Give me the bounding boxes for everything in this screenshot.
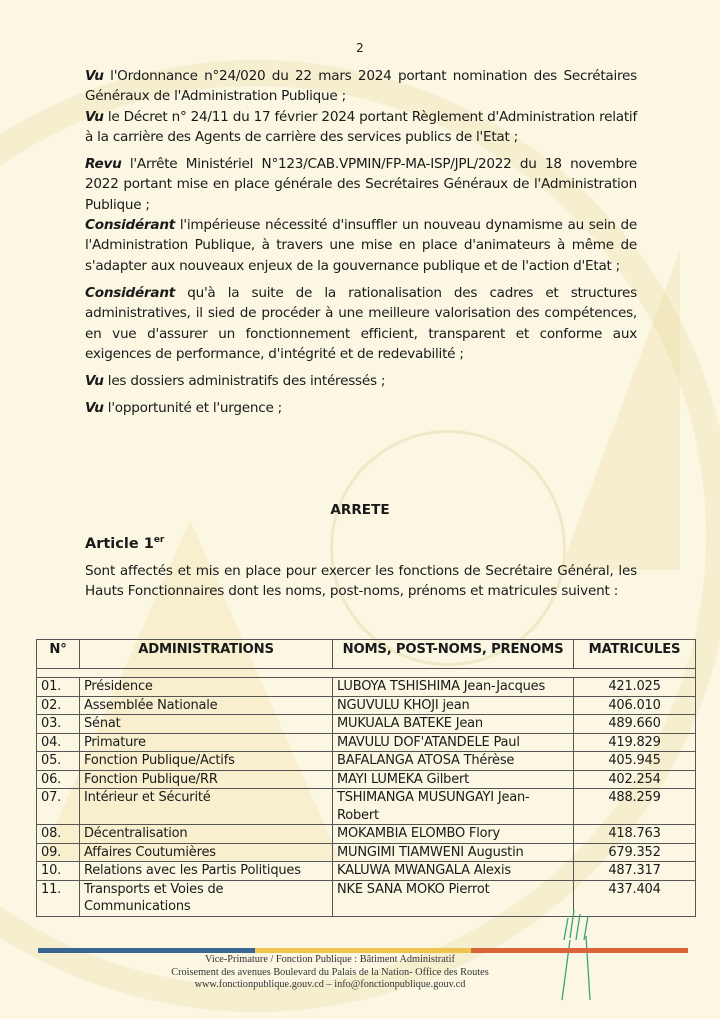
stripe-yellow [255, 948, 472, 953]
cell-name: MAYI LUMEKA Gilbert [333, 770, 574, 789]
cell-administration: Primature [80, 733, 333, 752]
stripe-red [471, 948, 688, 953]
header-noms: NOMS, POST-NOMS, PRENOMS [333, 640, 574, 669]
cell-administration: Fonction Publique/Actifs [80, 752, 333, 771]
preamble-clause: Revu l'Arrête Ministériel N°123/CAB.VPMIN/FP-MA-ISP/JPL/2022 du 18 novembre 2022 portant mise en place générale des Secrétaires Généraux de l'Administration Publique ; [85, 156, 637, 213]
cell-name: BAFALANGA ATOSA Thérèse [333, 752, 574, 771]
cell-name: LUBOYA TSHISHIMA Jean-Jacques [333, 678, 574, 697]
cell-name: MAVULU DOF'ATANDELE Paul [333, 733, 574, 752]
cell-no: 05. [37, 752, 80, 771]
cell-administration: Transports et Voies de Communications [80, 880, 333, 916]
preamble [85, 66, 637, 419]
preamble-clause: Considérant l'impérieuse nécessité d'insuffler un nouveau dynamisme au sein de l'Administration Publique, à travers une mise en place d'animateurs à même de s'adapter aux nouveaux enjeux de la gouvernance publique et de l'action d'Etat ; [85, 217, 637, 274]
cell-administration: Intérieur et Sécurité [80, 789, 333, 825]
cell-administration: Sénat [80, 715, 333, 734]
cell-name: NKE SANA MOKO Pierrot [333, 880, 574, 916]
cell-matricule: 419.829 [574, 733, 696, 752]
cell-no: 10. [37, 862, 80, 881]
header-no: N° [37, 640, 80, 669]
table-row [37, 789, 696, 825]
footer-address: Vice-Primature / Fonction Publique : Bâtiment Administratif Croisement des avenues Boulevard du Palais de la Nation- Office des Routes www.fonctionpublique.gouv.cd – info@fonctionpublique.gouv.cd [120, 954, 540, 992]
arrete-heading: ARRETE [330, 502, 390, 518]
cell-matricule: 421.025 [574, 678, 696, 697]
table-row [37, 843, 696, 862]
cell-matricule: 679.352 [574, 843, 696, 862]
cell-administration: Assemblée Nationale [80, 696, 333, 715]
page-number: 2 [356, 41, 364, 55]
cell-matricule: 487.317 [574, 862, 696, 881]
cell-matricule: 405.945 [574, 752, 696, 771]
cell-administration: Présidence [80, 678, 333, 697]
cell-no: 03. [37, 715, 80, 734]
cell-no: 11. [37, 880, 80, 916]
table-row [37, 733, 696, 752]
article-intro: Sont affectés et mis en place pour exercer les fonctions de Secrétaire Général, les Hauts Fonctionnaires dont les noms, post-noms, prénoms et matricules suivent : [85, 563, 637, 600]
table-row [37, 862, 696, 881]
table-row [37, 715, 696, 734]
header-matricules: MATRICULES [574, 640, 696, 669]
table-row [37, 678, 696, 697]
cell-administration: Décentralisation [80, 825, 333, 844]
cell-no: 07. [37, 789, 80, 825]
secretaries-table [36, 639, 696, 917]
cell-matricule: 489.660 [574, 715, 696, 734]
cell-name: TSHIMANGA MUSUNGAYI Jean-Robert [333, 789, 574, 825]
cell-no: 01. [37, 678, 80, 697]
header-administrations: ADMINISTRATIONS [80, 640, 333, 669]
stripe-blue [38, 948, 255, 953]
cell-matricule: 402.254 [574, 770, 696, 789]
cell-name: NGUVULU KHOJI jean [333, 696, 574, 715]
table-row [37, 752, 696, 771]
preamble-clause: Vu le Décret n° 24/11 du 17 février 2024 portant Règlement d'Administration relatif à la carrière des Agents de carrière des services publics de l'Etat ; [85, 108, 637, 145]
cell-administration: Affaires Coutumières [80, 843, 333, 862]
cell-no: 06. [37, 770, 80, 789]
cell-no: 08. [37, 825, 80, 844]
cell-no: 09. [37, 843, 80, 862]
preamble-clause: Vu les dossiers administratifs des intéressés ; [85, 373, 386, 390]
cell-administration: Relations avec les Partis Politiques [80, 862, 333, 881]
footer-contact: www.fonctionpublique.gouv.cd – info@fonctionpublique.gouv.cd [194, 979, 466, 991]
cell-matricule: 418.763 [574, 825, 696, 844]
cell-name: MUNGIMI TIAMWENI Augustin [333, 843, 574, 862]
preamble-clause: Vu l'Ordonnance n°24/020 du 22 mars 2024 portant nomination des Secrétaires Généraux de l'Administration Publique ; [85, 68, 637, 105]
cell-name: KALUWA MWANGALA Alexis [333, 862, 574, 881]
cell-matricule: 406.010 [574, 696, 696, 715]
table-spacer-row [37, 669, 696, 678]
table-header-row [37, 640, 696, 669]
preamble-clause: Considérant qu'à la suite de la rationalisation des cadres et structures administratives, il sied de procéder à une meilleure valorisation des compétences, en vue d'assurer un fonctionnement efficient, transparent et conforme aux exigences de performance, d'intégrité et de redevabilité ; [85, 284, 637, 362]
footer-stripe [38, 948, 688, 953]
cell-no: 04. [37, 733, 80, 752]
signature [560, 900, 610, 1010]
cell-matricule: 437.404 [574, 880, 696, 916]
table-row [37, 696, 696, 715]
cell-matricule: 488.259 [574, 789, 696, 825]
article-heading: Article 1er [85, 535, 165, 552]
cell-name: MOKAMBIA ELOMBO Flory [333, 825, 574, 844]
cell-no: 02. [37, 696, 80, 715]
table-row [37, 770, 696, 789]
cell-administration: Fonction Publique/RR [80, 770, 333, 789]
preamble-clause: Vu l'opportunité et l'urgence ; [85, 400, 282, 417]
cell-name: MUKUALA BATEKE Jean [333, 715, 574, 734]
table-row [37, 825, 696, 844]
